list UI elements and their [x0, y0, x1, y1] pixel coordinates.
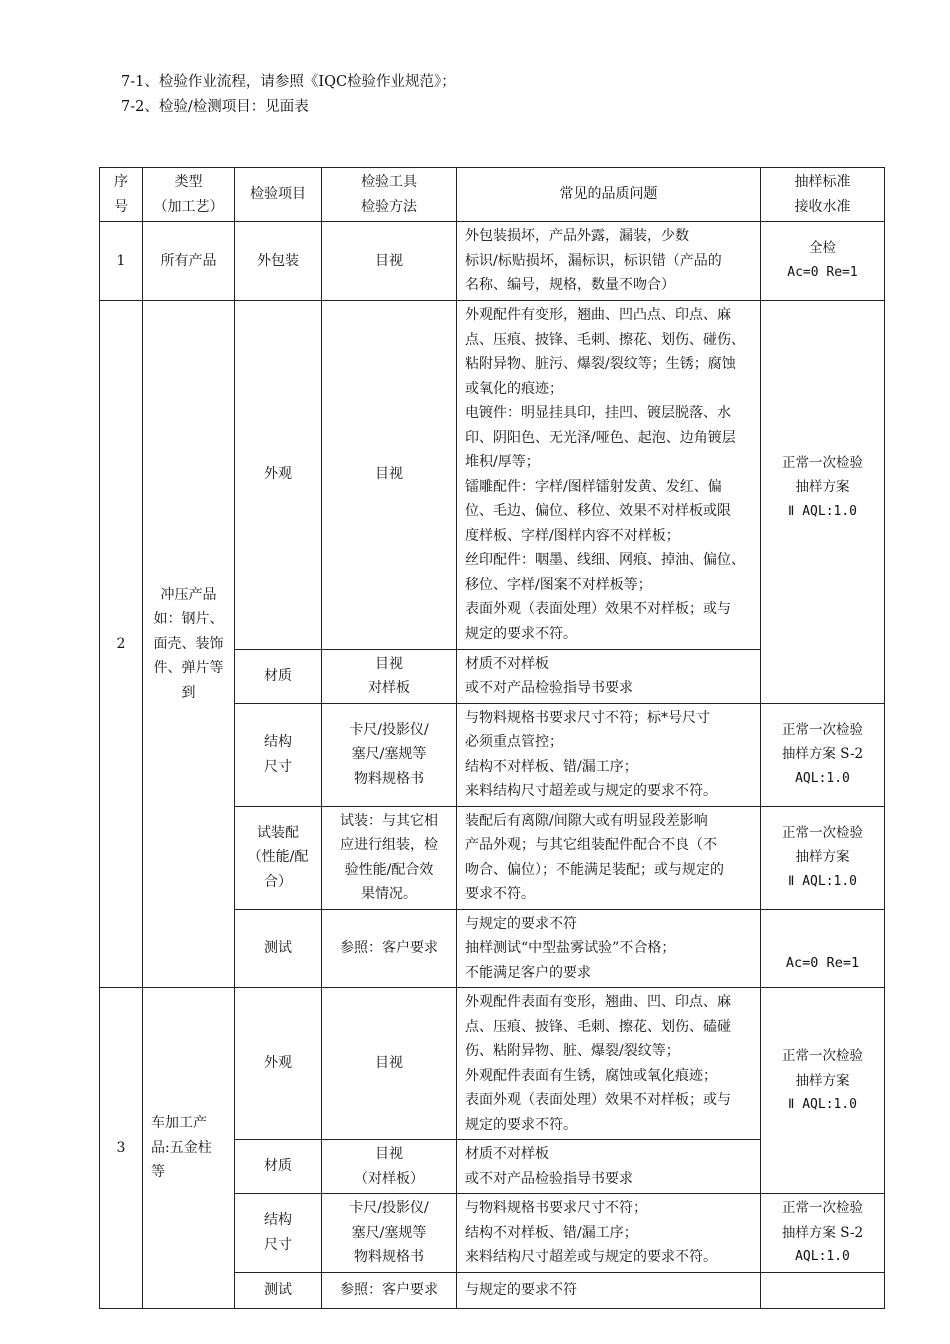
row3-appearance-issues: 外观配件表面有变形，翘曲、凹、印点、麻 点、压痕、披锋、毛刺、擦花、划伤、磕碰 伤、粘附异物、脏、爆裂/裂纹等； 外观配件表面有生锈，腐蚀或氧化痕迹； 表面外观（表面处理）效果不对样板；或与 规定的要求不符。: [457, 988, 761, 1140]
header-issues: 常见的品质问题: [457, 168, 761, 222]
row3-structure-std: 正常一次检验 抽样方案 S-2 AQL:1.0: [761, 1194, 885, 1273]
row2-assembly-std: 正常一次检验 抽样方案 Ⅱ AQL:1.0: [761, 806, 885, 909]
row2-test-issues: 与规定的要求不符 抽样测试“中型盐雾试验”不合格； 不能满足客户的要求: [457, 909, 761, 988]
row1-issues: 外包装损坏，产品外露，漏装，少数 标识/标贴损坏，漏标识，标识错（产品的 名称、编号，规格，数量不吻合）: [457, 222, 761, 301]
table-header-row: [100, 168, 885, 222]
table-row: [100, 222, 885, 301]
row2-material-issues: 材质不对样板 或不对产品检验指导书要求: [457, 649, 761, 703]
row2-structure-item: 结构 尺寸: [235, 703, 322, 806]
row3-appearance-tool: 目视: [322, 988, 457, 1140]
row2-structure-tool: 卡尺/投影仪/ 塞尺/塞规等 物料规格书: [322, 703, 457, 806]
row3-material-tool: 目视 （对样板）: [322, 1140, 457, 1194]
row3-structure-issues: 与物料规格书要求尺寸不符； 结构不对样板、错/漏工序； 来料结构尺寸超差或与规定的要求不符。: [457, 1194, 761, 1273]
header-item: 检验项目: [235, 168, 322, 222]
row3-test-std: [761, 1272, 885, 1308]
row2-assembly-tool: 试装：与其它相 应进行组装，检 验性能/配合效 果情况。: [322, 806, 457, 909]
inspection-table: [99, 167, 885, 1309]
row2-test-std: Ac=0 Re=1: [761, 909, 885, 988]
intro-line-1: 7-1、检验作业流程，请参照《IQC检验作业规范》；: [121, 74, 456, 90]
row2-material-item: 材质: [235, 649, 322, 703]
row3-material-issues: 材质不对样板 或不对产品检验指导书要求: [457, 1140, 761, 1194]
row2-seq: 2: [100, 300, 143, 988]
row3-test-item: 测试: [235, 1272, 322, 1308]
row2-appearance-issues: 外观配件有变形，翘曲、凹凸点、印点、麻 点、压痕、披锋、毛刺、擦花、划伤、碰伤、 粘附异物、脏污、爆裂/裂纹等；生锈；腐蚀 或氧化的痕迹； 电镀件：明显挂具印，挂凹、镀层脱落、水 印、阴阳色、无光泽/哑色、起泡、边角镀层 堆积/厚等； 镭雕配件：字样/图样镭射发黄、发红、偏 位、毛边、偏位、移位、效果不对样板或限 度样板、字样/图样内容不对样板； 丝印配件：咽墨、线细、网痕、掉油、偏位、 移位、字样/图案不对样板等； 表面外观（表面处理）效果不对样板；或与 规定的要求不符。: [457, 300, 761, 649]
row2-material-tool: 目视 对样板: [322, 649, 457, 703]
header-seq: 序 号: [100, 168, 143, 222]
row3-type: 车加工产 品:五金柱 等: [143, 988, 235, 1309]
row2-assembly-item: 试装配 （性能/配 合）: [235, 806, 322, 909]
row1-item: 外包装: [235, 222, 322, 301]
row1-type: 所有产品: [143, 222, 235, 301]
row3-seq: 3: [100, 988, 143, 1309]
row3-structure-item: 结构 尺寸: [235, 1194, 322, 1273]
intro-line-2: 7-2、检验/检测项目：见面表: [121, 99, 309, 115]
row3-test-tool: 参照：客户要求: [322, 1272, 457, 1308]
row2-appearance-item: 外观: [235, 300, 322, 649]
row3-structure-tool: 卡尺/投影仪/ 塞尺/塞规等 物料规格书: [322, 1194, 457, 1273]
row1-tool: 目视: [322, 222, 457, 301]
row2-test-tool: 参照：客户要求: [322, 909, 457, 988]
row2-type: 冲压产品 如：钢片、 面壳、装饰 件、弹片等 到: [143, 300, 235, 988]
row3-appearance-item: 外观: [235, 988, 322, 1140]
row2-structure-std: 正常一次检验 抽样方案 S-2 AQL:1.0: [761, 703, 885, 806]
table-row: [100, 988, 885, 1140]
intro-section: [121, 70, 456, 120]
row2-appearance-tool: 目视: [322, 300, 457, 649]
row2-appearance-std: 正常一次检验 抽样方案 Ⅱ AQL:1.0: [761, 300, 885, 703]
header-std: 抽样标准 接收水准: [761, 168, 885, 222]
table-row: [100, 300, 885, 649]
row1-seq: 1: [100, 222, 143, 301]
header-type: 类型 （加工艺）: [143, 168, 235, 222]
header-tool: 检验工具 检验方法: [322, 168, 457, 222]
row3-appearance-std: 正常一次检验 抽样方案 Ⅱ AQL:1.0: [761, 988, 885, 1194]
row2-test-item: 测试: [235, 909, 322, 988]
row3-test-issues: 与规定的要求不符: [457, 1272, 761, 1308]
row2-structure-issues: 与物料规格书要求尺寸不符；标*号尺寸 必须重点管控； 结构不对样板、错/漏工序； 来料结构尺寸超差或与规定的要求不符。: [457, 703, 761, 806]
row1-std: 全检 Ac=0 Re=1: [761, 222, 885, 301]
row2-assembly-issues: 装配后有离隙/间隙大或有明显段差影响 产品外观；与其它组装配件配合不良（不 吻合、偏位）；不能满足装配；或与规定的 要求不符。: [457, 806, 761, 909]
row3-material-item: 材质: [235, 1140, 322, 1194]
